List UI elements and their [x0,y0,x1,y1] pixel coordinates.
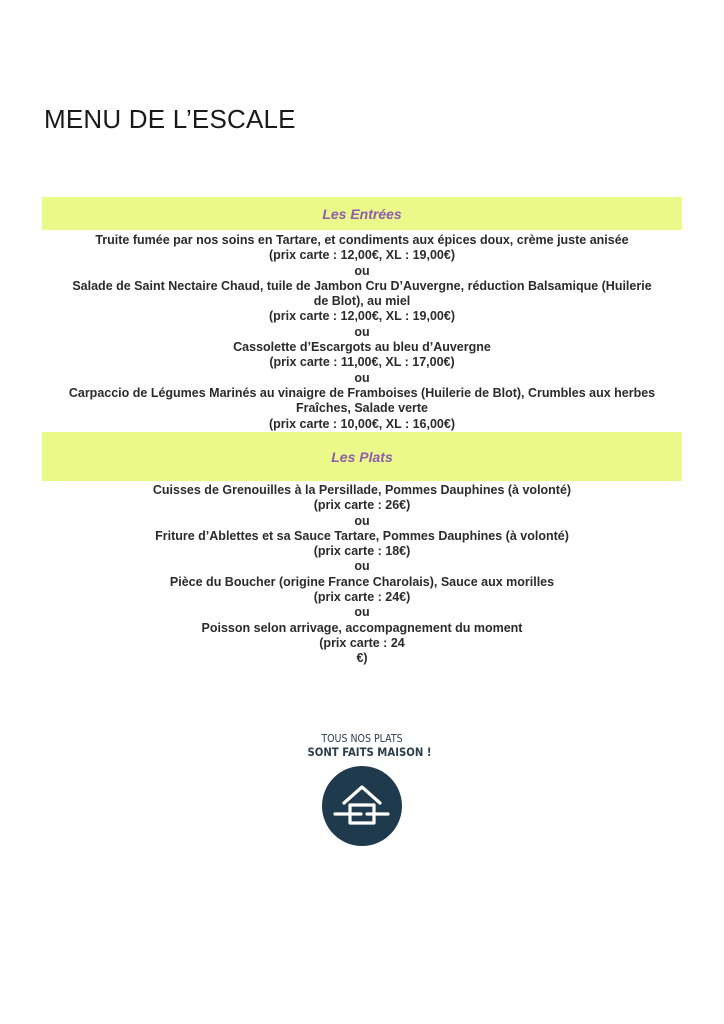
plats-list [42,483,682,667]
section-heading-plats: Les Plats [42,432,682,481]
list-item: Cuisses de Grenouilles à la Persillade, Pommes Dauphines (à volonté) [152,483,572,497]
list-item: Cassolette d’Escargots au bleu d’Auvergne [233,340,491,355]
section-heading-entrees: Les Entrées [42,197,682,230]
list-item: ou [354,324,370,339]
list-item: (prix carte : 12,00€, XL : 19,00€) [269,248,455,263]
list-item: ou [354,559,370,574]
list-item: (prix carte : 18€) [313,544,411,559]
list-item: (prix carte : 10,00€, XL : 16,00€) [269,416,455,431]
badge-line-2: SONT FAITS MAISON ! [307,745,432,759]
house-icon [321,765,403,847]
list-item: ou [354,605,370,620]
list-item: Salade de Saint Nectaire Chaud, tuile de Jambon Cru D’Auvergne, réduction Balsamique (Huilerie [72,278,652,293]
list-item: Pièce du Boucher (origine France Charolais), Sauce aux morilles [169,574,555,589]
list-item: Truite fumée par nos soins en Tartare, et condiments aux épices doux, crème juste anisée [95,233,629,247]
list-item: (prix carte : 24 [319,635,405,650]
fait-maison-badge [300,733,432,847]
page-title: MENU DE L’ESCALE [44,104,296,134]
list-item: ou [354,370,370,385]
list-item: (prix carte : 12,00€, XL : 19,00€) [269,309,455,324]
list-item: €) [356,651,368,666]
list-item: Fraîches, Salade verte [295,401,429,416]
list-item: Friture d’Ablettes et sa Sauce Tartare, Pommes Dauphines (à volonté) [155,528,569,543]
list-item: ou [354,513,370,528]
list-item: (prix carte : 26€) [313,498,411,513]
list-item: de Blot), au miel [313,294,411,309]
list-item: Poisson selon arrivage, accompagnement du moment [201,620,523,635]
entrees-list [42,233,682,432]
list-item: (prix carte : 11,00€, XL : 17,00€) [269,355,455,370]
list-item: ou [354,263,370,278]
badge-line-1: TOUS NOS PLATS [321,733,403,745]
list-item: (prix carte : 24€) [313,590,411,605]
list-item: Carpaccio de Légumes Marinés au vinaigre de Framboises (Huilerie de Blot), Crumbles aux herbes [68,385,656,400]
